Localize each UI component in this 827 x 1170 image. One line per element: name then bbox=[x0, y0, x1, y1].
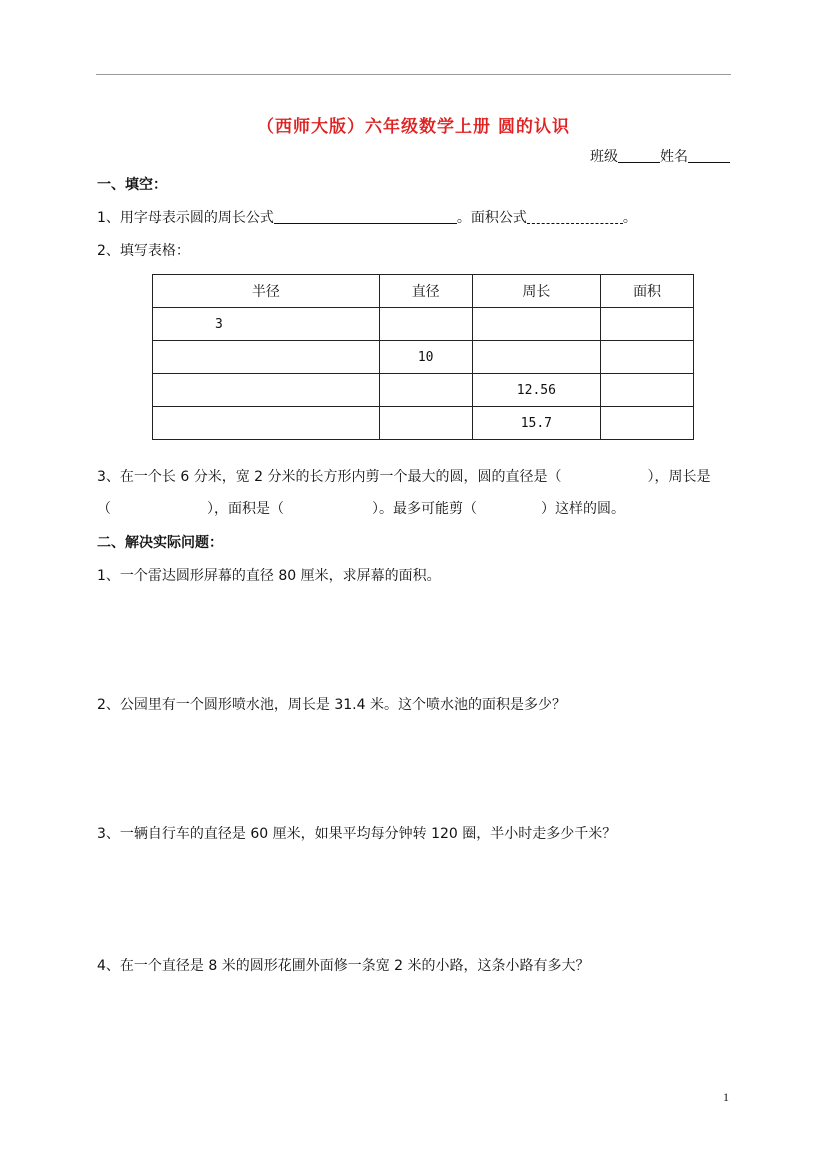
question-1-2: 2、填写表格： bbox=[97, 243, 190, 259]
table-cell[interactable] bbox=[601, 407, 694, 440]
section-heading-fill-blank: 一、填空： bbox=[97, 177, 167, 193]
table-cell[interactable] bbox=[153, 407, 380, 440]
circumference-formula-blank[interactable] bbox=[274, 209, 457, 224]
name-blank[interactable] bbox=[688, 148, 730, 163]
question-1-1-text-a: 1、用字母表示圆的周长公式 bbox=[97, 210, 274, 226]
class-name-line bbox=[590, 146, 730, 166]
name-label: 姓名 bbox=[660, 149, 688, 165]
table-cell: 12.56 bbox=[472, 374, 601, 407]
table-cell[interactable] bbox=[601, 341, 694, 374]
question-1-1 bbox=[97, 207, 637, 227]
table-header-row bbox=[153, 275, 694, 308]
circle-table bbox=[152, 274, 694, 440]
table-cell[interactable] bbox=[153, 374, 380, 407]
table-header-circumference: 周长 bbox=[472, 275, 601, 308]
table-cell[interactable] bbox=[601, 374, 694, 407]
problem-4: 4、在一个直径是 8 米的圆形花圃外面修一条宽 2 米的小路，这条小路有多大？ bbox=[97, 958, 590, 974]
question-1-3-text-e: ）。最多可能剪（ bbox=[372, 501, 477, 517]
question-1-1-text-b: 。面积公式 bbox=[456, 210, 527, 226]
question-1-3-text-f: ）这样的圆。 bbox=[541, 501, 625, 517]
question-1-3-text-c: （ bbox=[97, 501, 111, 517]
table-cell[interactable] bbox=[379, 374, 472, 407]
table-cell[interactable] bbox=[601, 308, 694, 341]
table-row bbox=[153, 341, 694, 374]
problem-2: 2、公园里有一个圆形喷水池，周长是 31.4 米。这个喷水池的面积是多少？ bbox=[97, 697, 566, 713]
table-cell[interactable] bbox=[153, 341, 380, 374]
header-rule bbox=[96, 74, 731, 75]
question-1-1-text-c: 。 bbox=[622, 210, 637, 226]
table-cell[interactable] bbox=[379, 308, 472, 341]
problem-3: 3、一辆自行车的直径是 60 厘米，如果平均每分钟转 120 圈，半小时走多少千米？ bbox=[97, 826, 617, 842]
class-blank[interactable] bbox=[618, 148, 660, 163]
table-header-diameter: 直径 bbox=[379, 275, 472, 308]
question-1-3-text-b: ），周长是 bbox=[647, 469, 711, 485]
question-1-3-line-1 bbox=[97, 466, 711, 486]
page-number: 1 bbox=[723, 1090, 729, 1104]
table-cell[interactable] bbox=[472, 341, 601, 374]
table-cell[interactable] bbox=[472, 308, 601, 341]
table-cell: 3 bbox=[153, 308, 380, 341]
table-row bbox=[153, 407, 694, 440]
page-title: （西师大版）六年级数学上册 圆的认识 bbox=[257, 117, 570, 137]
class-label: 班级 bbox=[590, 149, 618, 165]
table-row bbox=[153, 308, 694, 341]
table-header-area: 面积 bbox=[601, 275, 694, 308]
problem-1: 1、一个雷达圆形屏幕的直径 80 厘米，求屏幕的面积。 bbox=[97, 568, 441, 584]
table-cell: 10 bbox=[379, 341, 472, 374]
question-1-3-text-d: ），面积是（ bbox=[207, 501, 284, 517]
table-cell[interactable] bbox=[379, 407, 472, 440]
table-header-radius: 半径 bbox=[153, 275, 380, 308]
table-cell: 15.7 bbox=[472, 407, 601, 440]
table-row bbox=[153, 374, 694, 407]
question-1-3-line-2 bbox=[97, 498, 625, 518]
question-1-3-text-a: 3、在一个长 6 分米，宽 2 分米的长方形内剪一个最大的圆，圆的直径是（ bbox=[97, 469, 562, 485]
area-formula-blank[interactable] bbox=[527, 209, 623, 224]
section-heading-problems: 二、解决实际问题： bbox=[97, 535, 223, 551]
